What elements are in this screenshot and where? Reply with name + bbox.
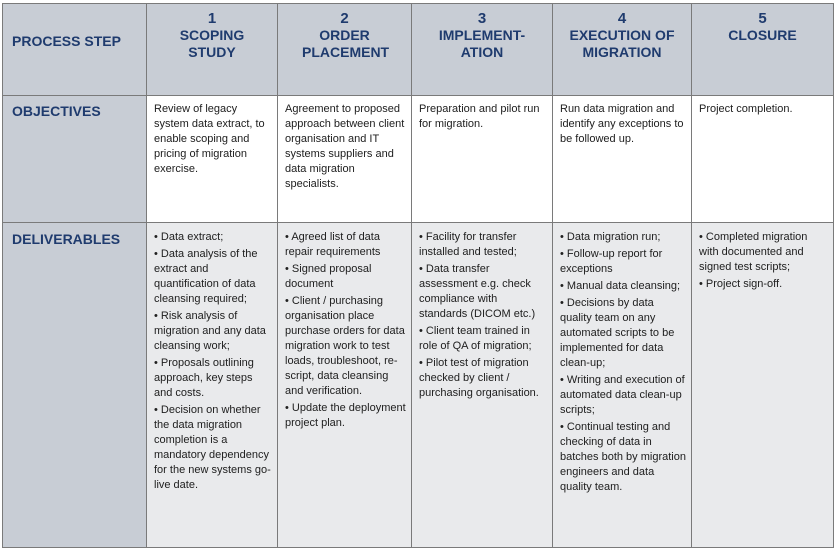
list-item: • Continual testing and checking of data in batches both by migration engineers and data quality team. bbox=[560, 420, 687, 495]
step-title: ORDER PLACEMENT bbox=[302, 27, 390, 60]
objective-text: Review of legacy system data extract, to enable scoping and pricing of migration exercise. bbox=[154, 103, 265, 175]
list-item: • Data transfer assessment e.g. check compliance with standards (DICOM etc.) bbox=[419, 262, 548, 322]
deliverable-list bbox=[278, 223, 411, 431]
list-item: • Manual data cleansing; bbox=[560, 279, 687, 294]
deliverables-label: DELIVERABLES bbox=[12, 231, 121, 247]
objective-cell-2 bbox=[278, 96, 412, 223]
step-title: IMPLEMENT-ATION bbox=[438, 27, 526, 60]
list-item: • Facility for transfer installed and tested; bbox=[419, 230, 548, 260]
list-item: • Project sign-off. bbox=[699, 277, 829, 292]
objective-cell-4 bbox=[553, 96, 692, 223]
list-item: • Follow-up report for exceptions bbox=[560, 247, 687, 277]
step-title: CLOSURE bbox=[728, 27, 797, 43]
deliverable-cell-2 bbox=[278, 223, 412, 548]
deliverable-list bbox=[412, 223, 552, 401]
objectives-label-cell bbox=[3, 96, 147, 223]
list-item: • Data migration run; bbox=[560, 230, 687, 245]
deliverable-cell-3 bbox=[412, 223, 553, 548]
list-item: • Writing and execution of automated data clean-up scripts; bbox=[560, 373, 687, 418]
step-title: SCOPING STUDY bbox=[179, 27, 245, 60]
header-step-1 bbox=[147, 4, 278, 96]
list-item: • Update the deployment project plan. bbox=[285, 401, 407, 431]
list-item: • Client / purchasing organisation place purchase orders for data migration work to test loads, troubleshoot, re-script, data cleansing and verification. bbox=[285, 294, 407, 399]
header-process-step bbox=[3, 4, 147, 96]
objective-text: Run data migration and identify any exceptions to be followed up. bbox=[560, 103, 684, 145]
step-title: EXECUTION OF MIGRATION bbox=[569, 27, 675, 60]
list-item: • Decision on whether the data migration completion is a mandatory dependency for the new systems go-live date. bbox=[154, 403, 273, 493]
list-item: • Data analysis of the extract and quantification of data cleansing required; bbox=[154, 247, 273, 307]
objectives-row bbox=[3, 96, 834, 223]
deliverable-list bbox=[553, 223, 691, 495]
list-item: • Risk analysis of migration and any data cleansing work; bbox=[154, 309, 273, 354]
objective-text: Project completion. bbox=[699, 103, 793, 115]
deliverable-cell-5 bbox=[692, 223, 834, 548]
list-item: • Completed migration with documented and signed test scripts; bbox=[699, 230, 829, 275]
objective-text: Preparation and pilot run for migration. bbox=[419, 103, 540, 130]
deliverables-row bbox=[3, 223, 834, 548]
objectives-label: OBJECTIVES bbox=[12, 103, 101, 119]
header-step-4 bbox=[553, 4, 692, 96]
header-step-2 bbox=[278, 4, 412, 96]
step-number: 1 bbox=[207, 10, 217, 27]
deliverable-cell-4 bbox=[553, 223, 692, 548]
objective-cell-5 bbox=[692, 96, 834, 223]
process-table bbox=[2, 3, 834, 548]
step-number: 2 bbox=[340, 10, 349, 27]
list-item: • Decisions by data quality team on any automated scripts to be implemented for data clean-up; bbox=[560, 296, 687, 371]
step-number: 3 bbox=[477, 10, 487, 27]
step-number: 5 bbox=[758, 10, 767, 27]
header-step-3 bbox=[412, 4, 553, 96]
list-item: • Client team trained in role of QA of migration; bbox=[419, 324, 548, 354]
list-item: • Data extract; bbox=[154, 230, 273, 245]
objective-text: Agreement to proposed approach between client organisation and IT systems suppliers and data migration specialists. bbox=[285, 103, 405, 190]
list-item: • Proposals outlining approach, key steps and costs. bbox=[154, 356, 273, 401]
header-step-5 bbox=[692, 4, 834, 96]
list-item: • Agreed list of data repair requirements bbox=[285, 230, 407, 260]
objective-cell-1 bbox=[147, 96, 278, 223]
list-item: • Signed proposal document bbox=[285, 262, 407, 292]
list-item: • Pilot test of migration checked by client / purchasing organisation. bbox=[419, 356, 548, 401]
deliverables-label-cell bbox=[3, 223, 147, 548]
deliverable-list bbox=[147, 223, 277, 493]
process-step-label: PROCESS STEP bbox=[12, 33, 121, 49]
step-number: 4 bbox=[617, 10, 627, 27]
deliverable-cell-1 bbox=[147, 223, 278, 548]
deliverable-list bbox=[692, 223, 833, 292]
header-row bbox=[3, 4, 834, 96]
objective-cell-3 bbox=[412, 96, 553, 223]
